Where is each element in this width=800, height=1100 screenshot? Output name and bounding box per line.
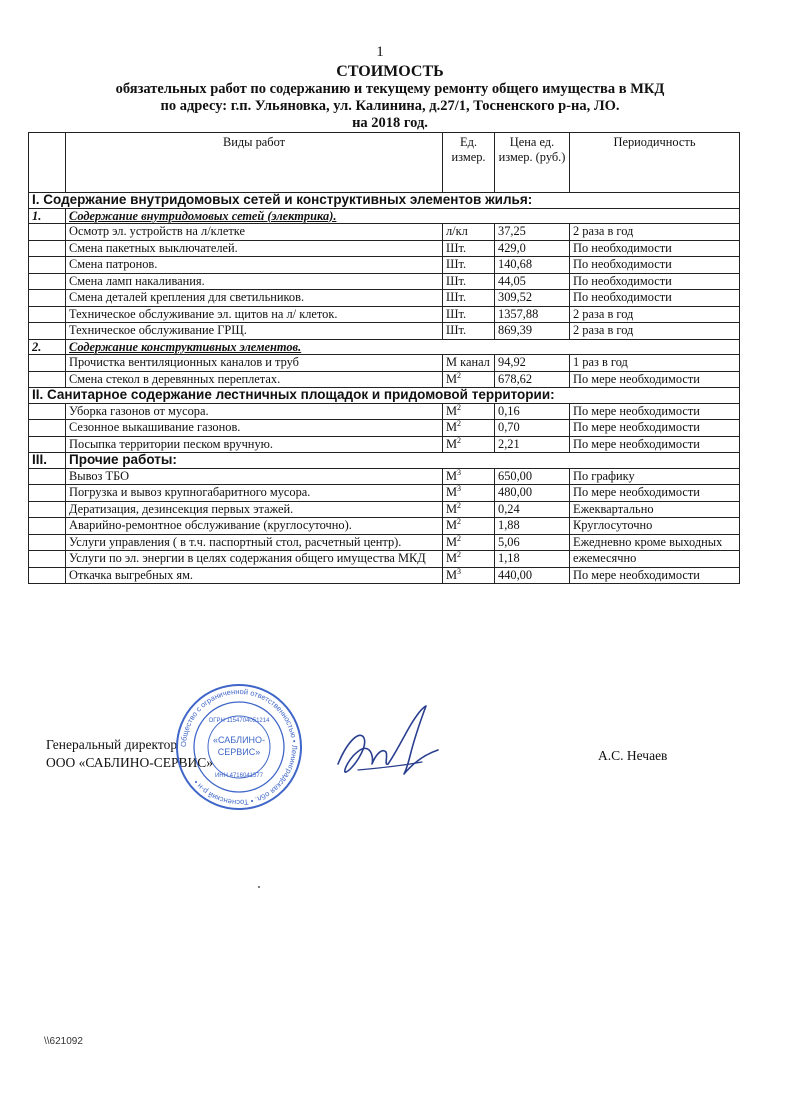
period-value: 2 раза в год — [570, 306, 740, 323]
table-row — [29, 485, 740, 502]
row-number-cell — [29, 485, 66, 502]
row-number-cell — [29, 518, 66, 535]
period-value: 2 раза в год — [570, 323, 740, 340]
work-name: Вывоз ТБО — [66, 468, 443, 485]
document-header — [20, 62, 760, 132]
signatory-position: Генеральный директор — [46, 737, 178, 752]
unit-exponent: 2 — [457, 435, 462, 445]
price-value: 309,52 — [495, 290, 570, 307]
subsection-row — [29, 208, 740, 224]
header-number-cell — [29, 133, 66, 193]
stamp-center-line1: «САБЛИНО- — [212, 735, 266, 745]
unit-exponent: 2 — [457, 533, 462, 543]
section-title: I. Содержание внутридомовых сетей и конструктивных элементов жилья: — [29, 193, 740, 209]
section-row — [29, 453, 740, 469]
price-value: 1,88 — [495, 518, 570, 535]
period-value: По графику — [570, 468, 740, 485]
table-row — [29, 468, 740, 485]
unit-value: л/кл — [446, 224, 468, 238]
cost-table — [28, 132, 740, 584]
unit-exponent: 2 — [457, 370, 462, 380]
section-title: Прочие работы: — [66, 453, 740, 469]
unit-value: Шт. — [446, 290, 467, 304]
row-number-cell — [29, 501, 66, 518]
table-row — [29, 290, 740, 307]
period-value: По необходимости — [570, 273, 740, 290]
row-number-cell — [29, 468, 66, 485]
document-subtitle-line1: обязательных работ по содержанию и текущему ремонту общего имущества в МКД — [115, 81, 665, 97]
work-name: Уборка газонов от мусора. — [66, 403, 443, 420]
table-row — [29, 501, 740, 518]
subsection-title: Содержание внутридомовых сетей (электрика). — [69, 208, 337, 223]
price-value: 37,25 — [495, 224, 570, 241]
document-title: СТОИМОСТЬ — [336, 63, 444, 80]
unit-value: М — [446, 518, 458, 532]
price-value: 5,06 — [495, 534, 570, 551]
unit-cell — [443, 420, 495, 437]
subsection-number: 1. — [29, 208, 66, 224]
stamp-inn: ИНН 4716041577 — [214, 773, 264, 779]
period-value: По необходимости — [570, 290, 740, 307]
period-value: По мере необходимости — [570, 371, 740, 388]
unit-exponent: 3 — [457, 483, 462, 493]
price-value: 0,24 — [495, 501, 570, 518]
unit-cell — [443, 501, 495, 518]
subsection-title: Содержание конструктивных элементов. — [69, 339, 302, 354]
unit-cell — [443, 273, 495, 290]
work-name: Услуги по эл. энергии в целях содержания общего имущества МКД — [66, 551, 443, 568]
table-row — [29, 273, 740, 290]
section-number: III. — [29, 453, 66, 469]
company-stamp — [174, 682, 304, 812]
price-value: 650,00 — [495, 468, 570, 485]
unit-exponent: 3 — [457, 467, 462, 477]
period-value: По мере необходимости — [570, 403, 740, 420]
period-value: По необходимости — [570, 257, 740, 274]
unit-value: Шт. — [446, 257, 467, 271]
row-number-cell — [29, 224, 66, 241]
unit-cell — [443, 371, 495, 388]
document-code: \\621092 — [44, 1036, 83, 1047]
row-number-cell — [29, 240, 66, 257]
unit-value: М — [446, 468, 458, 483]
unit-value: М — [446, 534, 458, 549]
work-name: Смена пакетных выключателей. — [66, 240, 443, 257]
header-price: Цена ед. измер. (руб.) — [495, 133, 570, 193]
unit-cell — [443, 224, 495, 241]
work-name: Осмотр эл. устройств на л/клетке — [66, 224, 443, 241]
row-number-cell — [29, 323, 66, 340]
page-number: 1 — [376, 44, 384, 60]
period-value: ежемесячно — [570, 551, 740, 568]
table-row — [29, 240, 740, 257]
unit-cell — [443, 534, 495, 551]
work-name: Смена ламп накаливания. — [66, 273, 443, 290]
row-number-cell — [29, 290, 66, 307]
period-value: Ежедневно кроме выходных — [570, 534, 740, 551]
work-name: Смена патронов. — [66, 257, 443, 274]
stamp-ogrn: ОГРН 1154704051214 — [208, 718, 270, 724]
price-value: 869,39 — [495, 323, 570, 340]
price-value: 440,00 — [495, 567, 570, 584]
work-name: Погрузка и вывоз крупногабаритного мусора. — [66, 485, 443, 502]
row-number-cell — [29, 567, 66, 584]
unit-value: Шт. — [446, 306, 467, 321]
stamp-ring-text: Общество с ограниченной ответственностью • Ленинградская обл. • Тосненский р-н • — [178, 686, 300, 808]
table-row — [29, 224, 740, 241]
period-value: 2 раза в год — [570, 224, 740, 241]
unit-cell — [443, 468, 495, 485]
unit-exponent: 2 — [457, 516, 462, 526]
table-row — [29, 534, 740, 551]
stamp-center-line2: СЕРВИС» — [217, 747, 261, 757]
unit-value: М канал — [446, 355, 490, 369]
unit-cell — [443, 323, 495, 340]
unit-value: Шт. — [446, 323, 467, 337]
work-name: Техническое обслуживание ГРЩ. — [66, 323, 443, 340]
price-value: 1,18 — [495, 551, 570, 568]
work-name: Смена стекол в деревянных переплетах. — [66, 371, 443, 388]
table-body — [29, 193, 740, 584]
unit-cell — [443, 306, 495, 323]
document-subtitle-line2: по адресу: г.п. Ульяновка, ул. Калинина, д.27/1, Тосненского р-на, ЛО. — [160, 98, 620, 114]
unit-exponent: 3 — [457, 566, 462, 576]
unit-cell — [443, 355, 495, 372]
row-number-cell — [29, 420, 66, 437]
period-value: По мере необходимости — [570, 485, 740, 502]
subsection-row — [29, 339, 740, 355]
price-value: 429,0 — [495, 240, 570, 257]
section-title: II. Санитарное содержание лестничных площадок и придомовой территории: — [29, 388, 740, 404]
unit-value: М — [446, 371, 458, 386]
price-value: 0,70 — [495, 420, 570, 437]
table-row — [29, 403, 740, 420]
unit-value: М — [446, 567, 458, 582]
unit-exponent: 2 — [457, 549, 462, 559]
unit-value: Шт. — [446, 240, 467, 255]
unit-exponent: 2 — [457, 500, 462, 510]
period-value: Ежеквартально — [570, 501, 740, 518]
row-number-cell — [29, 551, 66, 568]
period-value: По необходимости — [570, 240, 740, 257]
table-row — [29, 323, 740, 340]
row-number-cell — [29, 403, 66, 420]
price-value: 44,05 — [495, 273, 570, 290]
subsection-title-cell — [66, 208, 740, 224]
period-value: По мере необходимости — [570, 436, 740, 453]
handwritten-signature — [330, 700, 450, 800]
table-row — [29, 306, 740, 323]
work-name: Услуги управления ( в т.ч. паспортный стол, расчетный центр). — [66, 534, 443, 551]
header-works: Виды работ — [66, 133, 443, 193]
header-unit: Ед. измер. — [443, 133, 495, 193]
table-header-row — [29, 133, 740, 193]
price-value: 0,16 — [495, 403, 570, 420]
section-row — [29, 193, 740, 209]
period-value: По мере необходимости — [570, 420, 740, 437]
price-value: 140,68 — [495, 257, 570, 274]
table-row — [29, 257, 740, 274]
work-name: Дератизация, дезинсекция первых этажей. — [66, 501, 443, 518]
work-name: Аварийно-ремонтное обслуживание (круглосуточно). — [66, 518, 443, 535]
price-value: 480,00 — [495, 485, 570, 502]
subsection-title-cell — [66, 339, 740, 355]
period-value: По мере необходимости — [570, 567, 740, 584]
header-period: Периодичность — [570, 133, 740, 193]
row-number-cell — [29, 273, 66, 290]
subsection-number: 2. — [29, 339, 66, 355]
unit-exponent: 2 — [457, 418, 462, 428]
table-row — [29, 436, 740, 453]
work-name: Прочистка вентиляционных каналов и труб — [66, 355, 443, 372]
work-name: Техническое обслуживание эл. щитов на л/ клеток. — [66, 306, 443, 323]
row-number-cell — [29, 355, 66, 372]
table-row — [29, 567, 740, 584]
table-row — [29, 420, 740, 437]
unit-value: М — [446, 420, 458, 434]
row-number-cell — [29, 257, 66, 274]
unit-cell — [443, 485, 495, 502]
unit-value: Шт. — [446, 273, 467, 288]
unit-cell — [443, 240, 495, 257]
price-value: 2,21 — [495, 436, 570, 453]
unit-exponent: 2 — [457, 402, 462, 412]
scan-speck — [258, 886, 260, 888]
work-name: Сезонное выкашивание газонов. — [66, 420, 443, 437]
work-name: Посыпка территории песком вручную. — [66, 436, 443, 453]
unit-value: М — [446, 501, 458, 516]
table-row — [29, 551, 740, 568]
unit-cell — [443, 257, 495, 274]
unit-cell — [443, 551, 495, 568]
unit-cell — [443, 436, 495, 453]
period-value: Круглосуточно — [570, 518, 740, 535]
unit-value: М — [446, 436, 458, 451]
period-value: 1 раз в год — [570, 355, 740, 372]
table-row — [29, 518, 740, 535]
row-number-cell — [29, 371, 66, 388]
unit-value: М — [446, 551, 458, 565]
work-name: Откачка выгребных ям. — [66, 567, 443, 584]
work-name: Смена деталей крепления для светильников. — [66, 290, 443, 307]
price-value: 678,62 — [495, 371, 570, 388]
document-subtitle-line3: на 2018 год. — [352, 115, 428, 131]
unit-value: М — [446, 403, 458, 418]
unit-cell — [443, 403, 495, 420]
table-row — [29, 355, 740, 372]
row-number-cell — [29, 436, 66, 453]
row-number-cell — [29, 306, 66, 323]
price-value: 94,92 — [495, 355, 570, 372]
price-value: 1357,88 — [495, 306, 570, 323]
unit-cell — [443, 290, 495, 307]
table-row — [29, 371, 740, 388]
unit-cell — [443, 567, 495, 584]
row-number-cell — [29, 534, 66, 551]
section-row — [29, 388, 740, 404]
signatory-company: ООО «САБЛИНО-СЕРВИС» — [46, 755, 214, 770]
unit-value: М — [446, 485, 458, 499]
unit-cell — [443, 518, 495, 535]
signatory-name: А.С. Нечаев — [598, 748, 668, 763]
